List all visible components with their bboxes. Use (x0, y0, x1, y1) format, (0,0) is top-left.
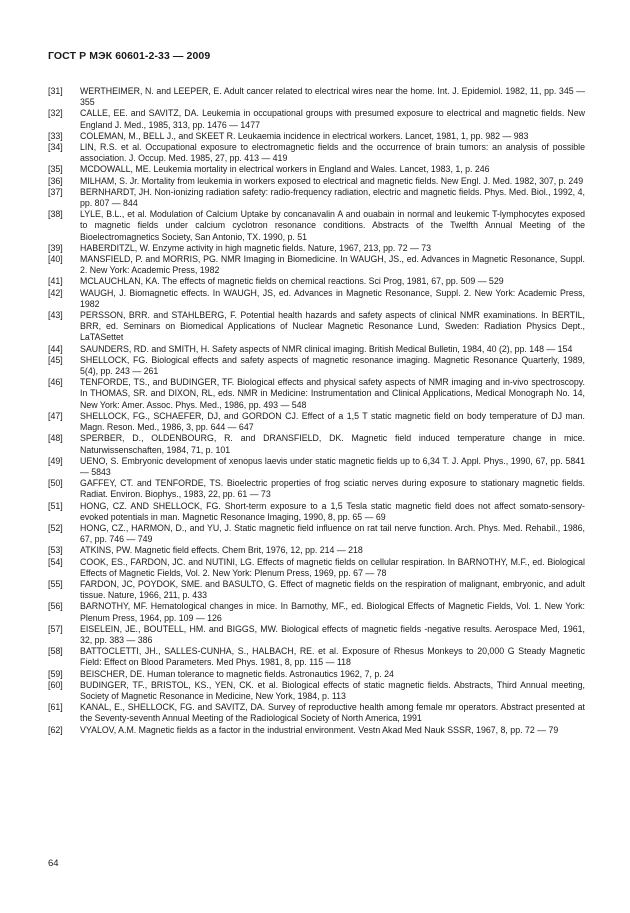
reference-text: BUDINGER, TF., BRISTOL, KS., YEN, CK. et al. Biological effects of static magnetic fields. Abstracts, Third Annual meeting, Society of Magnetic Resonance in Medicine, New York, 1984, p. 113 (80, 679, 585, 701)
reference-item (48, 131, 585, 142)
reference-text: PERSSON, BRR. and STAHLBERG, F. Potential health hazards and safety aspects of clinical NMR examinations. In BERTIL, BRR, ed. Seminars on Biomedical Applications of Nuclear Magnetic Resonance Lund, Sweden: Radiation Physics Dept., LaTASettet (80, 310, 585, 343)
reference-number: [35] (48, 164, 63, 175)
reference-text: SPERBER, D., OLDENBOURG, R. and DRANSFIELD, DK. Magnetic field induced temperature change in mice. Naturwissenschaften, 1984, 71, p. 101 (80, 433, 585, 455)
reference-text: SHELLOCK, FG. Biological effects and safety aspects of magnetic resonance imaging. Magnetic Resonance Quarterly, 1989, 5(4), pp. 243 — 261 (80, 354, 585, 377)
reference-text: ATKINS, PW. Magnetic field effects. Chem Brit, 1976, 12, pp. 214 — 218 (80, 545, 363, 556)
reference-text: HABERDITZL, W. Enzyme activity in high magnetic fields. Nature, 1967, 213, pp. 72 — 73 (80, 242, 432, 253)
page-number: 64 (48, 858, 59, 869)
reference-item (48, 456, 585, 478)
reference-item (48, 108, 585, 130)
reference-text: SHELLOCK, FG., SCHAEFER, DJ, and GORDON CJ. Effect of a 1,5 T static magnetic field on body temperature of DJ man. Magn. Reson. Med., 1986, 3, pp. 644 — 647 (80, 410, 585, 433)
reference-number: [45] (48, 354, 63, 365)
reference-text: MANSFIELD, P. and MORRIS, PG. NMR Imaging in Biomedicine. In WAUGH, JS., ed. Advances in Magnetic Resonance, Suppl. 2. New York: Academic Press, 1982 (80, 254, 585, 276)
reference-number: [32] (48, 108, 63, 119)
reference-item (48, 288, 585, 310)
reference-item (48, 478, 585, 500)
reference-item (48, 243, 585, 254)
reference-text: LIN, R.S. et al. Occupational exposure to electromagnetic fields and the occurrence of brain tumors: an analysis of possible association. J. Occup. Med. 1985, 27, pp. 413 — 419 (80, 142, 585, 164)
reference-text: BEISCHER, DE. Human tolerance to magnetic fields. Astronautics 1962, 7, p. 24 (80, 668, 394, 679)
reference-number: [41] (48, 276, 63, 287)
reference-item (48, 680, 585, 702)
reference-item (48, 310, 585, 344)
reference-text: TENFORDE, TS., and BUDINGER, TF. Biological effects and physical safety aspects of NMR imaging and in-vivo spectroscopy. In THOMAS, SR. and DIXON, RL, eds. NMR in Medicine: Instrumentation and Clinical Applications, Medical Monograph No. 14, New York: Amer. Assoc. Phys. Med., 1986, pp. 493 — 548 (80, 377, 585, 410)
reference-item (48, 601, 585, 623)
reference-text: MCLAUCHLAN, KA. The effects of magnetic fields on chemical reactions. Sci Prog, 1981, 67, pp. 509 — 529 (80, 276, 504, 287)
reference-text: CALLE, EE. and SAVITZ, DA. Leukemia in occupational groups with presumed exposure to electrical and magnetic fields. New England J. Med., 1985, 313, pp. 1476 — 1477 (80, 108, 585, 130)
reference-number: [54] (48, 556, 63, 567)
reference-item (48, 142, 585, 164)
reference-text: BERNHARDT, JH. Non-ionizing radiation safety: radio-frequency radiation, electric and magnetic fields. Phys. Med. Biol., 1992, 4, pp. 807 — 844 (80, 186, 585, 209)
reference-number: [62] (48, 724, 63, 735)
reference-text: EISELEIN, JE., BOUTELL, HM. and BIGGS, MW. Biological effects of magnetic fields -negative results. Aerospace Med, 1961, 32, pp. 383 — 386 (80, 623, 585, 645)
reference-text: HONG, CZ., HARMON, D., and YU, J. Static magnetic field influence on rat tail nerve function. Arch. Phys. Med. Rehabil., 1986, 67, pp. 746 — 749 (80, 522, 585, 545)
reference-item (48, 276, 585, 287)
reference-number: [59] (48, 668, 63, 679)
reference-number: [49] (48, 455, 63, 466)
reference-text: BARNOTHY, MF. Hematological changes in mice. In Barnothy, MF., ed. Biological Effects of Magnetic Fields, Vol. 1. New York: Plenum Press, 1964, pp. 109 — 126 (80, 601, 585, 623)
reference-item (48, 187, 585, 209)
reference-number: [43] (48, 310, 63, 321)
reference-item (48, 579, 585, 601)
reference-number: [52] (48, 522, 63, 533)
reference-number: [40] (48, 254, 63, 265)
reference-text: LYLE, B.L., et al. Modulation of Calcium Uptake by concanavalin A and ouabain in normal and leukemic T-lymphocytes exposed to magnetic fields under calcium cyclotron resonance conditions. Abstracts of the Twelfth Annual Meeting of the Bioelectromagnetics Society, San Antonio, TX. 1990, p. 51 (80, 209, 585, 242)
reference-item (48, 501, 585, 523)
reference-number: [42] (48, 287, 63, 298)
reference-number: [34] (48, 142, 63, 153)
reference-number: [53] (48, 545, 63, 556)
reference-number: [61] (48, 702, 63, 713)
reference-number: [57] (48, 623, 63, 634)
reference-number: [33] (48, 130, 63, 141)
reference-text: WERTHEIMER, N. and LEEPER, E. Adult cancer related to electrical wires near the home. Int. J. Epidemiol. 1982, 11, pp. 345 — 355 (80, 86, 585, 108)
reference-item (48, 254, 585, 276)
reference-text: COLEMAN, M., BELL J., and SKEET R. Leukaemia incidence in electrical workers. Lancet, 1981, 1, pp. 982 — 983 (80, 130, 529, 141)
reference-text: BATTOCLETTI, JH., SALLES-CUNHA, S., HALBACH, RE. et al. Exposure of Rhesus Monkeys to 20,000 G Steady Magnetic Field: Effect on Blood Parameters. Med Phys. 1981, 8, pp. 115 — 118 (80, 646, 585, 668)
reference-number: [37] (48, 186, 63, 197)
reference-number: [39] (48, 242, 63, 253)
reference-text: COOK, ES., FARDON, JC. and NUTINI, LG. Effects of magnetic fields on cellular respiration. In BARNOTHY, M.F., ed. Biological Effects of Magnetic Fields, Vol. 2. New York: Plenum Press, 1969, pp. 67 — 78 (80, 556, 585, 578)
reference-text: VYALOV, A.M. Magnetic fields as a factor in the industrial environment. Vestn Akad Med Nauk SSSR, 1967, 8, pp. 72 — 79 (80, 724, 559, 735)
reference-number: [60] (48, 679, 63, 690)
reference-number: [31] (48, 86, 63, 96)
reference-number: [51] (48, 500, 63, 511)
reference-item (48, 523, 585, 545)
page-header: ГОСТ Р МЭК 60601-2-33 — 2009 (48, 50, 211, 62)
reference-item (48, 411, 585, 433)
reference-item (48, 725, 585, 736)
reference-number: [44] (48, 343, 63, 354)
reference-item (48, 209, 585, 243)
reference-text: MCDOWALL, ME. Leukemia mortality in electrical workers in England and Wales. Lancet, 1983, 1, p. 246 (80, 164, 490, 175)
reference-item (48, 557, 585, 579)
reference-number: [48] (48, 433, 63, 444)
reference-number: [56] (48, 601, 63, 612)
reference-text: SAUNDERS, RD. and SMITH, H. Safety aspects of NMR clinical imaging. British Medical Bulletin, 1984, 40 (2), pp. 148 — 154 (80, 343, 573, 354)
reference-item (48, 377, 585, 411)
reference-item (48, 176, 585, 187)
reference-number: [47] (48, 410, 63, 421)
reference-list (48, 86, 585, 736)
reference-number: [58] (48, 646, 63, 657)
reference-item (48, 344, 585, 355)
reference-item (48, 545, 585, 556)
reference-text: HONG, CZ. AND SHELLOCK, FG. Short-term exposure to a 1,5 Tesla static magnetic field does not affect somato-sensory-evoked potentials in man. Magnetic Resonance Imaging, 1990, 8, pp. 65 — 69 (80, 500, 585, 522)
reference-item (48, 164, 585, 175)
reference-item (48, 355, 585, 377)
reference-text: FARDON, JC, POYDOK, SME. and BASULTO, G. Effect of magnetic fields on the respiration of malignant, embryonic, and adult tissue. Nature, 1966, 211, p. 433 (80, 578, 585, 601)
reference-text: KANAL, E., SHELLOCK, FG. and SAVITZ, DA. Survey of reproductive health among female mr operators. Abstract presented at the Seventy-seventh Annual Meeting of the Radiological Society of North America, 1991 (80, 702, 585, 724)
reference-item (48, 433, 585, 455)
reference-number: [36] (48, 175, 63, 186)
reference-item (48, 86, 585, 108)
reference-number: [50] (48, 478, 63, 489)
reference-item (48, 669, 585, 680)
reference-number: [38] (48, 209, 63, 220)
reference-text: WAUGH, J. Biomagnetic effects. In WAUGH, JS, ed. Advances in Magnetic Resonance, Suppl. 2. New York: Academic Press, 1982 (80, 287, 585, 309)
reference-item (48, 702, 585, 724)
reference-text: GAFFEY, CT. and TENFORDE, TS. Bioelectric properties of frog sciatic nerves during exposure to stationary magnetic fields. Radiat. Environ. Biophys., 1983, 22, pp. 61 — 73 (80, 478, 585, 500)
reference-text: MILHAM, S. Jr. Mortality from leukemia in workers exposed to electrical and magnetic fields. New Engl. J. Med. 1982, 307, p. 249 (80, 175, 584, 186)
reference-number: [46] (48, 377, 63, 388)
reference-text: UENO, S. Embryonic development of xenopus laevis under static magnetic fields up to 6,34 T. J. Appl. Phys., 1990, 67, pp. 5841 — 5843 (80, 455, 585, 477)
reference-item (48, 624, 585, 646)
reference-number: [55] (48, 578, 63, 589)
reference-item (48, 646, 585, 668)
